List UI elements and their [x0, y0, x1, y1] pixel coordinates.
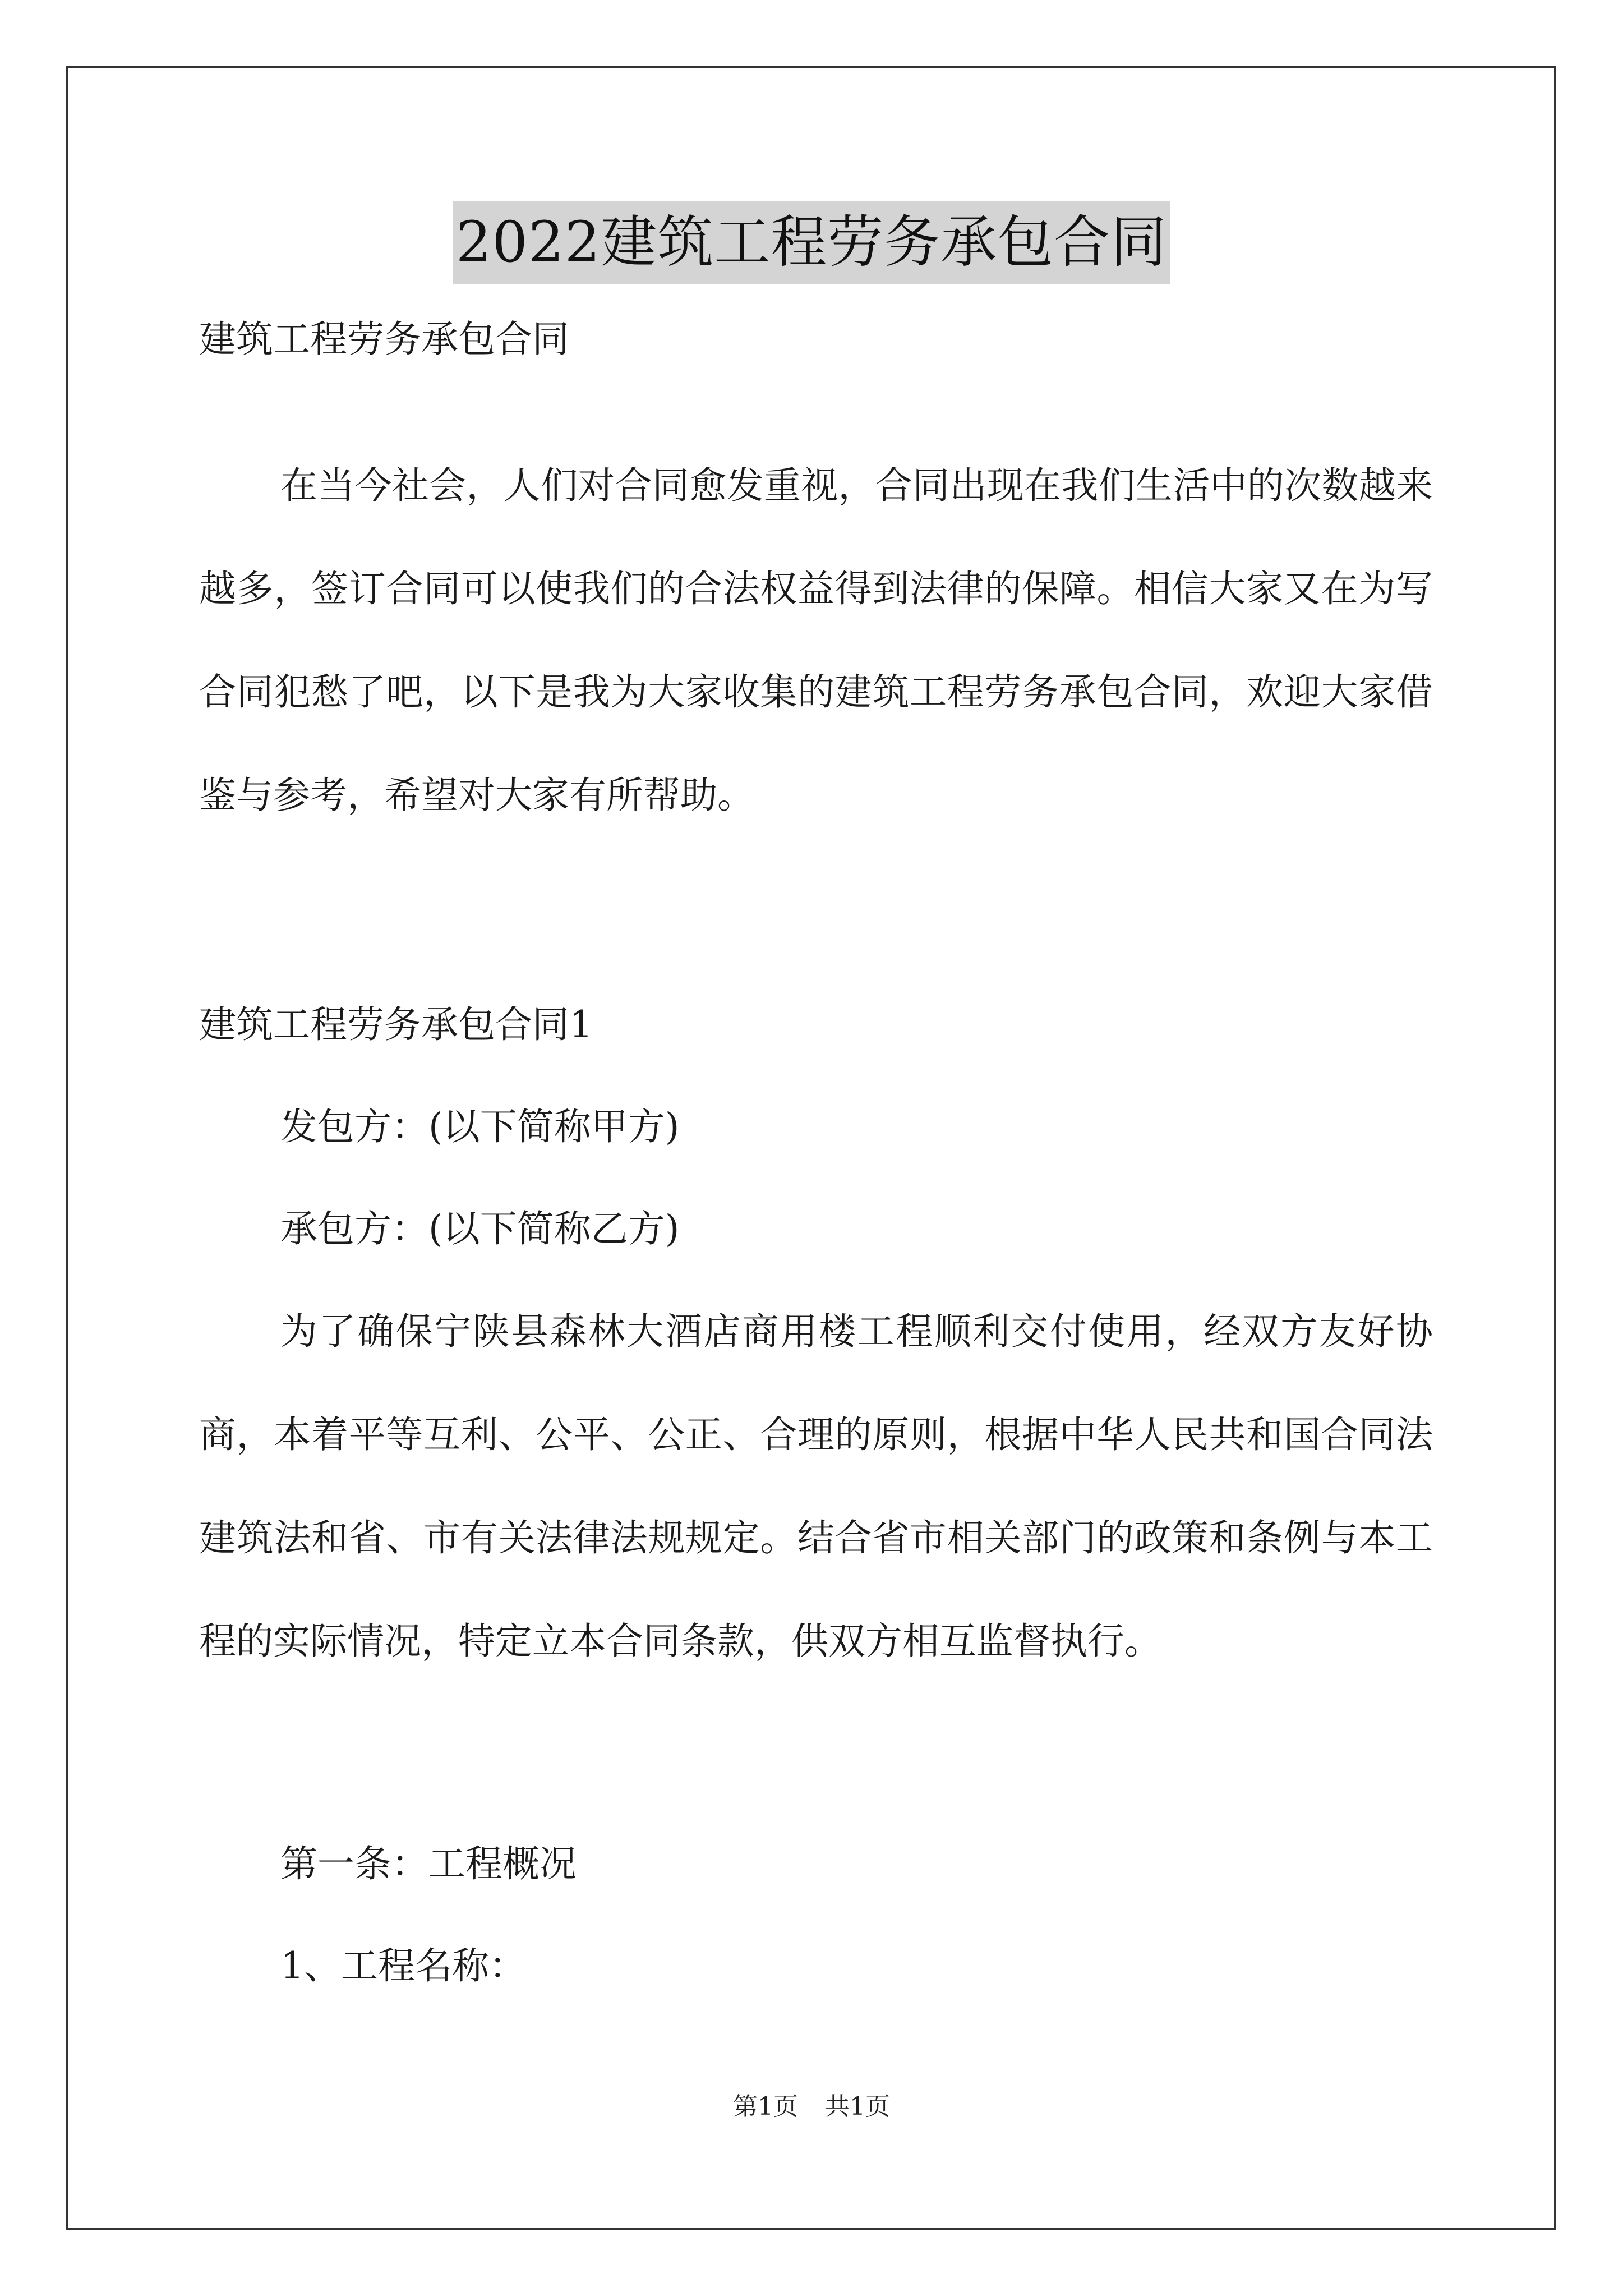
article-1-heading: 第一条：工程概况 — [280, 1842, 577, 1885]
document-heading: 建筑工程劳务承包合同 — [199, 318, 569, 361]
party-a-line: 发包方：(以下简称甲方) — [280, 1105, 680, 1148]
title-container — [0, 201, 1623, 284]
section-title: 建筑工程劳务承包合同1 — [199, 1003, 593, 1046]
document-title: 2022建筑工程劳务承包合同 — [453, 201, 1171, 284]
page-footer — [0, 2090, 1623, 2124]
party-b-line: 承包方：(以下简称乙方) — [280, 1207, 680, 1250]
purpose-paragraph: 为了确保宁陕县森林大酒店商用楼工程顺利交付使用，经双方友好协商，本着平等互利、公平、公正、合理的原则，根据中华人民共和国合同法建筑法和省、市有关法律法规规定。结合省市相关部门的政策和条例与本工程的实际情况，特定立本合同条款，供双方相互监督执行。 — [199, 1310, 1433, 1663]
item-1-line: 1、工程名称： — [280, 1944, 526, 1987]
page-number-total: 共1页 — [825, 2092, 890, 2121]
page-number-current: 第1页 — [733, 2092, 798, 2121]
intro-paragraph: 在当今社会，人们对合同愈发重视，合同出现在我们生活中的次数越来越多，签订合同可以使我们的合法权益得到法律的保障。相信大家又在为写合同犯愁了吧，以下是我为大家收集的建筑工程劳务承包合同，欢迎大家借鉴与参考，希望对大家有所帮助。 — [199, 464, 1433, 817]
